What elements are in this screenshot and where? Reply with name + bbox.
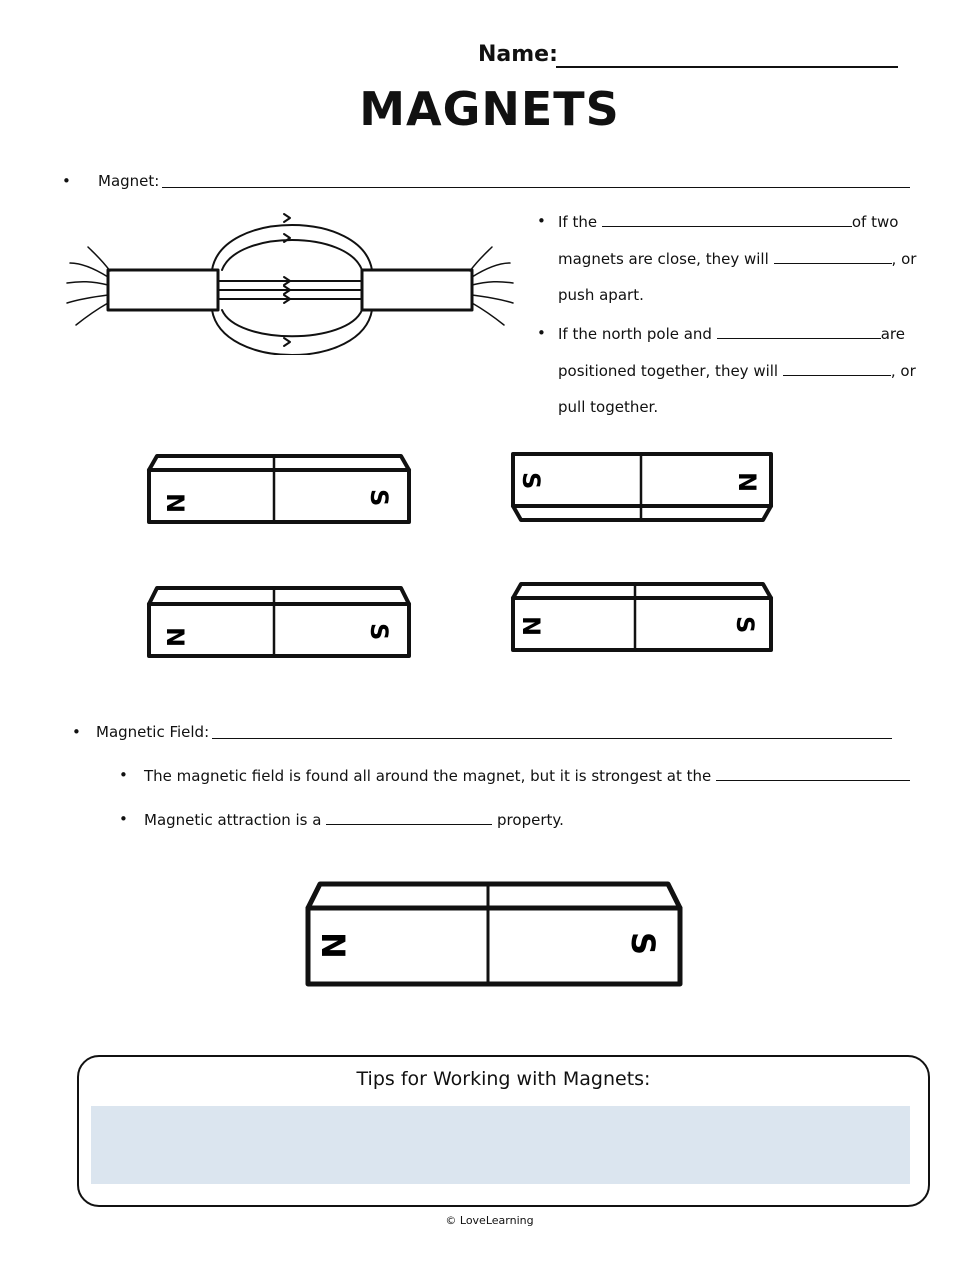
bar-magnet-1 [145, 452, 413, 528]
bullet-field-sub2: • [119, 810, 128, 828]
text-are: are [880, 325, 905, 343]
bar-magnet-1-right-pole: S [365, 489, 393, 507]
bar-magnet-4 [509, 580, 775, 656]
field-label: Magnetic Field: [96, 723, 210, 741]
copyright-footer: © LoveLearning [445, 1214, 534, 1227]
field-lines-diagram [62, 205, 522, 355]
text-strongest-at: The magnetic field is found all around the magnet, but it is strongest at the [144, 767, 712, 785]
page-title: MAGNETS [359, 82, 620, 136]
magnet-definition-blank[interactable] [162, 187, 910, 188]
property-blank[interactable] [326, 810, 492, 825]
bar-magnet-4-right-pole: S [731, 616, 759, 634]
bar-magnet-2-right-pole: N [733, 472, 761, 493]
tips-writing-area[interactable] [91, 1106, 910, 1184]
bar-magnet-large-right-pole: S [624, 932, 662, 956]
bullet-field: • [72, 723, 81, 741]
repel-blank[interactable] [774, 249, 892, 264]
tips-title: Tips for Working with Magnets: [356, 1068, 651, 1090]
bar-magnet-large [304, 880, 684, 990]
bar-magnet-large-left-pole: N [314, 932, 352, 959]
text-of-two: of two [851, 213, 899, 231]
bullet-opposite-poles: • [537, 324, 546, 342]
magnet-label: Magnet: [98, 172, 160, 190]
bar-magnet-2-left-pole: S [517, 472, 545, 490]
text-north-pole-and: If the north pole and [558, 325, 712, 343]
name-label: Name: [478, 42, 558, 67]
field-definition-blank[interactable] [212, 738, 892, 739]
bar-magnet-2 [509, 450, 775, 526]
like-poles-blank[interactable] [602, 212, 852, 227]
attract-blank[interactable] [783, 361, 891, 376]
like-poles-line1 [558, 212, 898, 231]
strongest-blank[interactable] [716, 766, 910, 781]
text-or-2: , or [890, 362, 916, 380]
bar-magnet-1-left-pole: N [161, 493, 189, 514]
like-poles-line2 [558, 249, 916, 268]
left-magnet-shape [108, 270, 218, 310]
text-attraction-is-a: Magnetic attraction is a [144, 811, 322, 829]
right-magnet-shape [362, 270, 472, 310]
text-magnets-close: magnets are close, they will [558, 250, 769, 268]
opposite-poles-line2 [558, 361, 916, 380]
text-or-1: , or [891, 250, 917, 268]
south-pole-blank[interactable] [717, 324, 881, 339]
bullet-like-poles: • [537, 212, 546, 230]
text-property: property. [497, 811, 564, 829]
bar-magnet-4-left-pole: N [517, 616, 545, 637]
opposite-poles-line3: pull together. [558, 398, 659, 416]
text-positioned-together: positioned together, they will [558, 362, 779, 380]
bullet-field-sub1: • [119, 766, 128, 784]
like-poles-line3: push apart. [558, 286, 644, 304]
name-blank[interactable] [556, 66, 898, 68]
bar-magnet-3 [145, 584, 413, 662]
bar-magnet-3-left-pole: N [161, 627, 189, 648]
opposite-poles-line1 [558, 324, 905, 343]
bullet-magnet: • [62, 172, 71, 190]
text-if-the: If the [558, 213, 598, 231]
field-sub2 [144, 810, 564, 829]
bar-magnet-3-right-pole: S [365, 623, 393, 641]
field-sub1 [144, 766, 910, 785]
